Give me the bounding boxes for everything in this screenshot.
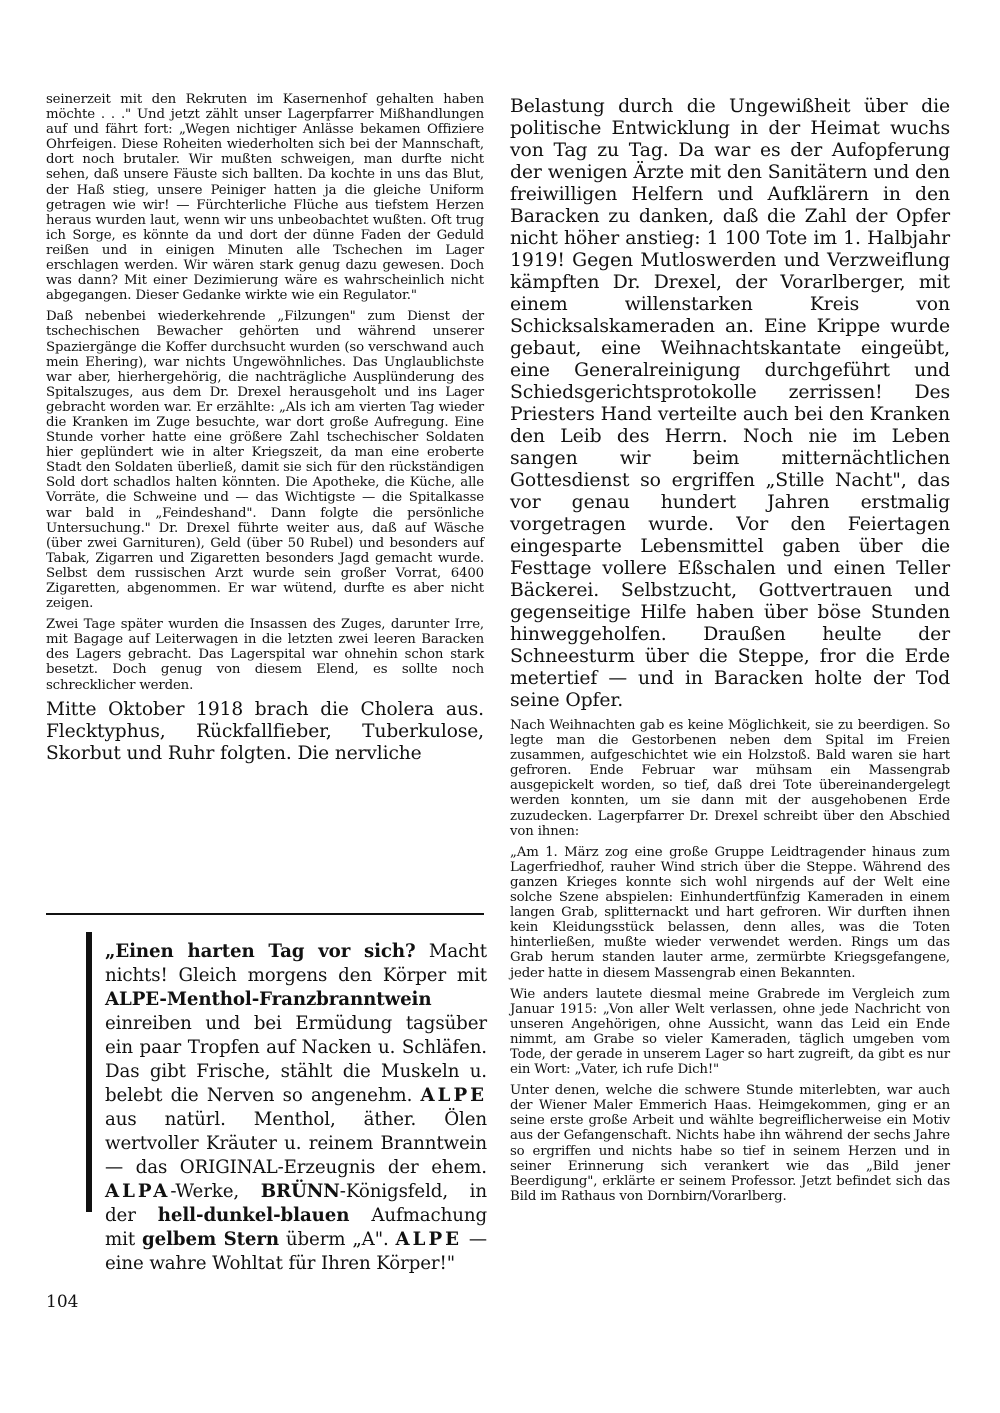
- advertisement: [105, 940, 487, 1276]
- ad-text: einreiben und bei Ermüdung tagsüber ein paar Tropfen auf Nacken u. Schläfen. Das gibt Frische, stählt die Muskeln u. belebt die Nerven so angenehm.: [105, 1013, 487, 1106]
- ad-text: -Königsfeld, in der: [105, 1181, 487, 1226]
- left-large-paragraph: Mitte Oktober 1918 brach die Cholera aus. Flecktyphus, Rückfallfieber, Tuberkulose, Skorbut und Ruhr folgten. Die nervliche: [46, 698, 484, 765]
- right-paragraph: [510, 718, 950, 839]
- paragraph-text: Wie anders lautete diesmal meine Grabrede im Vergleich zum Januar 1915: „Von aller Welt verlassen, ohne jede Nachricht von unseren Angehörigen, ohne Aussicht, wann das Leid ein Ende nimmt, am Grabe so vieler Kameraden, täglich umgeben vom Tode, der gerade in unserem Lager so hart zugreift, da gibt es nur ein Wort: „Vater, ich rufe Dich!": [510, 986, 950, 1078]
- paragraph-text: „Am 1. März zog eine große Gruppe Leidtragender hinaus zum Lagerfriedhof, rauher Wind strich über die Steppe. Während des ganzen Krieges konnte sich wohl nirgends auf der Welt eine solche Szene abspielen: Einhundertfünfzig Kameraden in einem langen Grab, splitternackt und hart gefroren. Wir durften ihnen kein Kleidungsstück belassen, denn alles, was die Toten hinterließen, mußte wieder verwendet werden. Rings um das Grab herum standen lauter arme, zermürbte Kriegsgefangene, jeder hatte in diesem Massengrab einen Bekannten.: [510, 844, 950, 981]
- ad-brand: ALPA: [105, 1181, 171, 1202]
- right-large-paragraph: Belastung durch die Ungewißheit über die politische Entwicklung in der Heimat wuchs von Tag zu Tag. Da war es der Aufopferung der wenigen Ärzte mit den Sanitätern und den freiwilligen Helfern und Aufklärern in den Baracken zu danken, daß die Zahl der Opfer nicht höher anstieg: 1 100 Tote im 1. Halbjahr 1919! Gegen Mutloswerden und Verzweiflung kämpften Dr. Drexel, der Vorarlberger, mit einem willenstarken Kreis von Schicksalskameraden an. Eine Krippe wurde gebaut, eine Weihnachtskantate eingeübt, eine Generalreinigung durchgeführt und Schiedsgerichtsprotokolle zerrissen! Des Priesters Hand verteilte auch bei den Kranken den Leib des Herrn. Noch nie im Leben sangen wir beim mitternächtlichen Gottesdienst so ergriffen „Stille Nacht", das vor genau hundert Jahren erstmalig vorgetragen wurde. Vor den Feiertagen eingesparte Lebensmittel gaben über die Festtage vollere Eßschalen und einen Teller Bäckerei. Selbstzucht, Gottvertrauen und gegenseitige Hilfe haben über böse Stunden hinweggeholfen. Draußen heulte der Schneesturm über die Steppe, fror die Erde metertief — und in Baracken holte der Tod seine Opfer.: [510, 96, 950, 711]
- left-paragraph: [46, 92, 484, 303]
- ad-emphasis: gelbem Stern: [141, 1229, 279, 1250]
- ad-text: -Werke,: [170, 1181, 261, 1202]
- ad-text: Macht nichts! Gleich morgens den Körper mit: [105, 941, 488, 986]
- ad-text: — eine wahre Wohltat für Ihren Körper!": [105, 1229, 487, 1274]
- ad-text: Aufmachung mit: [105, 1205, 487, 1250]
- ad-emphasis: hell-dunkel-blauen: [157, 1205, 350, 1226]
- ad-text: überm „A".: [278, 1229, 396, 1250]
- ad-headline: „Einen harten Tag vor sich?: [105, 941, 416, 962]
- ad-text: aus natürl. Menthol, äther. Ölen wertvoller Kräuter u. reinem Branntwein — das ORIGINAL-Erzeugnis der ehem.: [105, 1109, 487, 1178]
- paragraph-text: seinerzeit mit den Rekruten im Kasernenhof gehalten haben möchte . . ." Und jetzt zählt unser Lagerpfarrer Mißhandlungen auf und fährt fort: „Wegen nichtiger Anlässe bekamen Offiziere Ohrfeigen. Diese Roheiten wiederholten sich bei der Mannschaft, dort noch brutaler. Wir mußten schweigen, man durfte nicht sehen, daß unsere Fäuste sich ballten. Da kochte in uns das Blut, der Haß stieg, unsere Peiniger hatten ja die gleiche Uniform getragen wie wir! — Fürchterliche Flüche aus tiefstem Herzen heraus wurden laut, wenn wir uns unbeobachtet wußten. Oft trug ich Sorge, es könnte da und dort der dünne Faden der Geduld reißen und in einigen Minuten alle Tschechen im Lager erschlagen werden. Wir wären stark genug dazu gewesen. Doch was dann? Mit einer Dezimierung wäre es wahrscheinlich nicht abgegangen. Dieser Gedanke wirkte wie ein Regulator.": [46, 92, 484, 304]
- page-number: 104: [46, 1292, 79, 1312]
- ad-brand: ALPE: [395, 1229, 462, 1250]
- right-column: [510, 96, 950, 1210]
- paragraph-text: Daß nebenbei wiederkehrende „Filzungen" zum Dienst der tschechischen Bewacher gehörten und während unserer Spaziergänge die Koffer durchsucht wurden (so verschwand auch mein Ehering), war nichts Ungewöhnliches. Das Unglaublichste war aber, hierhergehörig, die nachträgliche Ausplünderung des Spitalszuges, aus dem Dr. Drexel herausgeholt und ins Lager gebracht worden war. Er erzählte: „Als ich am vierten Tag wieder die Kranken im Zuge besuchte, war dort große Aufregung. Eine Stunde vorher hatte eine größere Zahl tschechischer Soldaten hier geplündert wie in alter Kriegszeit, da man eine eroberte Stadt den Soldaten überließ, damit sie sich für den rückständigen Sold dort schadlos halten könnten. Die Apotheke, die Küche, alle Vorräte, die Schweine und — das Wichtigste — die Spitalkasse war bald in „Feindeshand". Dann folgte die persönliche Untersuchung." Dr. Drexel führte weiter aus, daß auf Wäsche (über zwei Garnituren), Geld (über 50 Rubel) und besonders auf Tabak, Zigarren und Zigaretten besonders Jagd gemacht wurde. Selbst dem russischen Arzt wurde sein großer Vorrat, 6400 Zigaretten, abgenommen. Er war wütend, durfte es aber nicht zeigen.: [46, 309, 484, 612]
- right-paragraph: [510, 845, 950, 981]
- left-paragraph: [46, 309, 484, 611]
- advertisement-bar: [86, 932, 92, 1212]
- section-divider: [46, 913, 484, 915]
- ad-product-name: ALPE-Menthol-Franzbranntwein: [105, 989, 432, 1010]
- right-paragraph: [510, 987, 950, 1078]
- ad-city: BRÜNN: [260, 1181, 340, 1202]
- paragraph-text: Nach Weihnachten gab es keine Möglichkeit, sie zu beerdigen. So legte man die Gestorbenen neben dem Spital im Freien zusammen, aufgeschichtet wie ein Holzstoß. Bald waren sie hart gefroren. Ende Februar war mühsam ein Massengrab ausgepickelt worden, so tief, daß drei Tote übereinandergelegt werden konnten, um sie dann mit der ausgehobenen Erde zuzudecken. Lagerpfarrer Dr. Drexel schreibt über den Abschied von ihnen:: [510, 718, 950, 839]
- left-paragraph: [46, 617, 484, 692]
- right-paragraph: [510, 1083, 950, 1204]
- paragraph-text: Zwei Tage später wurden die Insassen des Zuges, darunter Irre, mit Bagage auf Leiterwagen in die letzten zwei leeren Baracken des Lagers gebracht. Das Lagerspital war ohnehin schon stark besetzt. Doch genug von diesem Elend, es sollte noch schrecklicher werden.: [46, 617, 484, 693]
- paragraph-text: Unter denen, welche die schwere Stunde miterlebten, war auch der Wiener Maler Emmerich Haas. Heimgekommen, ging er an seine erste große Arbeit und wählte begreiflicherweise ein Motiv aus der Gefangenschaft. Nichts habe ihn während der sechs Jahre so ergriffen und nichts habe so tief in seinem Herzen und in seiner Erinnerung sich verankert wie das „Bild jener Beerdigung", erklärte er seinem Professor. Jetzt befindet sich das Bild im Rathaus von Dornbirn/Vorarlberg.: [510, 1083, 950, 1204]
- ad-brand: ALPE: [420, 1085, 487, 1106]
- left-column: [46, 92, 484, 771]
